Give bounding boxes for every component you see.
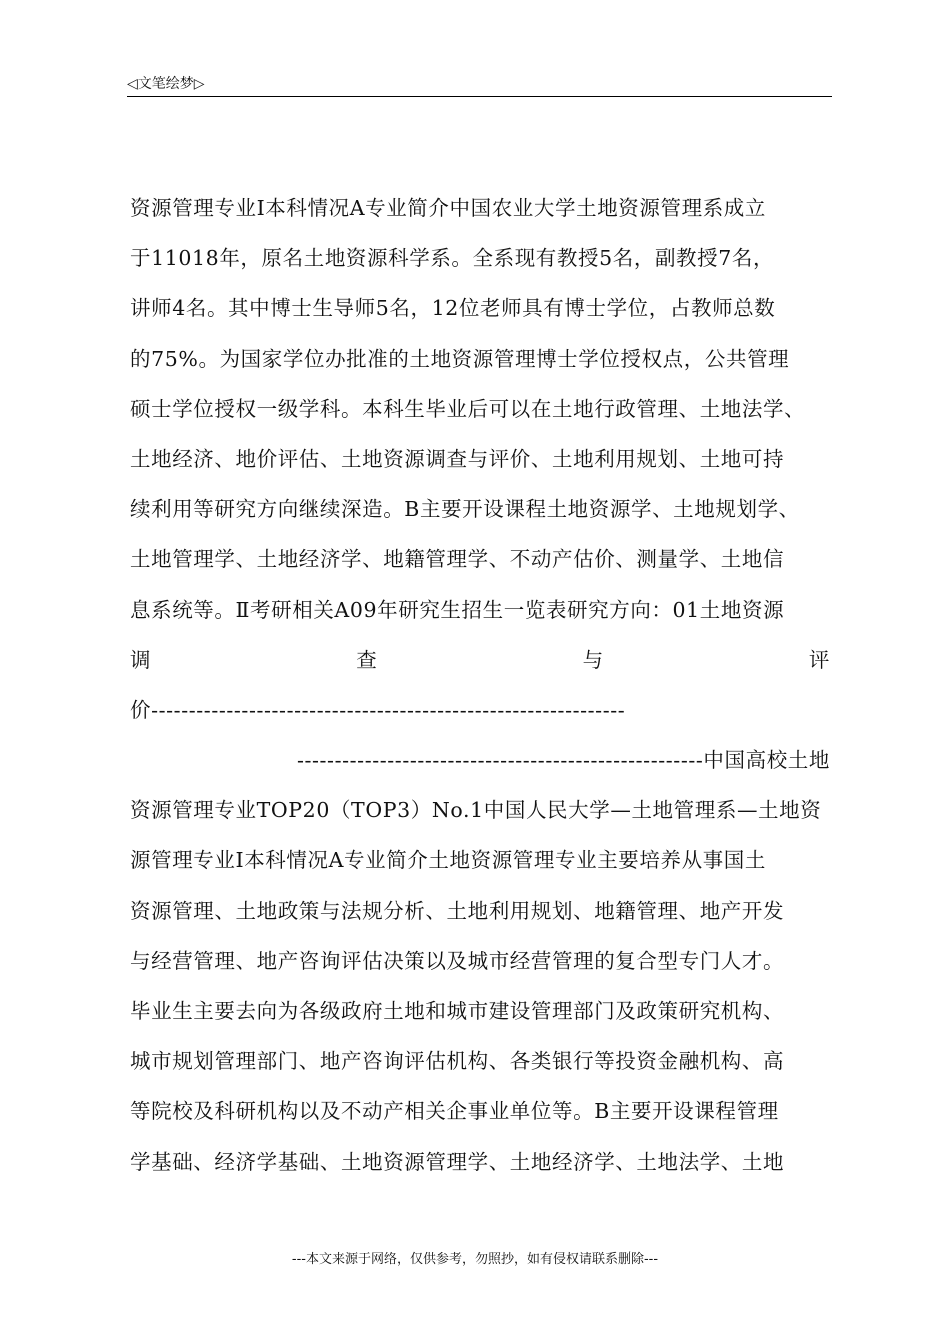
text-line-20: 学基础、经济学基础、土地资源管理学、土地经济学、土地法学、土地 [130, 1149, 785, 1174]
header-logo-text: ◁文笔绘梦▷ [127, 76, 205, 92]
dash-line-1: 价--------------------------------------------------------------- [130, 697, 626, 722]
text-line-1: 资源管理专业Ⅰ本科情况A专业简介中国农业大学土地资源管理系成立 [130, 196, 767, 220]
spread-word-3: 与 [582, 647, 604, 672]
text-line-9: 息系统等。Ⅱ考研相关A09年研究生招生一览表研究方向：01土地资源 [130, 597, 785, 622]
spread-word-2: 查 [356, 647, 378, 672]
text-line-3: 讲师4名。其中博士生导师5名，12位老师具有博士学位，占教师总数 [130, 296, 776, 321]
text-line-19: 等院校及科研机构以及不动产相关企事业单位等。B主要开设课程管理 [130, 1099, 779, 1124]
text-line-18: 城市规划管理部门、地产咨询评估机构、各类银行等投资金融机构、高 [130, 1049, 785, 1074]
dash-line-2: ------------------------------------------------------中国高校土地 [296, 748, 830, 773]
spread-word-1: 调 [130, 647, 152, 672]
document-body [130, 183, 830, 1187]
text-line-5: 硕士学位授权一级学科。本科生毕业后可以在土地行政管理、土地法学、 [130, 396, 806, 421]
text-line-14: 源管理专业Ⅰ本科情况A专业简介土地资源管理专业主要培养从事国土 [130, 848, 767, 873]
text-line-7: 续利用等研究方向继续深造。B主要开设课程土地资源学、土地规划学、 [130, 497, 800, 522]
page-footer-disclaimer: ---本文来源于网络，仅供参考，勿照抄，如有侵权请联系删除--- [291, 1252, 659, 1267]
text-line-4: 的75%。为国家学位办批准的土地资源管理博士学位授权点，公共管理 [130, 346, 790, 371]
spread-word-4: 评 [808, 647, 830, 672]
page-header [127, 74, 832, 97]
text-line-16: 与经营管理、地产咨询评估决策以及城市经营管理的复合型专门人才。 [130, 948, 785, 973]
text-line-17: 毕业生主要去向为各级政府土地和城市建设管理部门及政策研究机构、 [130, 999, 785, 1023]
text-line-6: 土地经济、地价评估、土地资源调查与评价、土地利用规划、土地可持 [130, 446, 785, 471]
text-line-2: 于11018年，原名土地资源科学系。全系现有教授5名，副教授7名， [130, 246, 775, 271]
text-line-8: 土地管理学、土地经济学、地籍管理学、不动产估价、测量学、土地信 [130, 547, 785, 572]
text-line-13: 资源管理专业TOP20（TOP3）No.1中国人民大学—土地管理系—土地资 [130, 798, 822, 823]
text-line-spread [130, 635, 830, 685]
text-line-15: 资源管理、土地政策与法规分析、土地利用规划、地籍管理、地产开发 [130, 898, 785, 923]
